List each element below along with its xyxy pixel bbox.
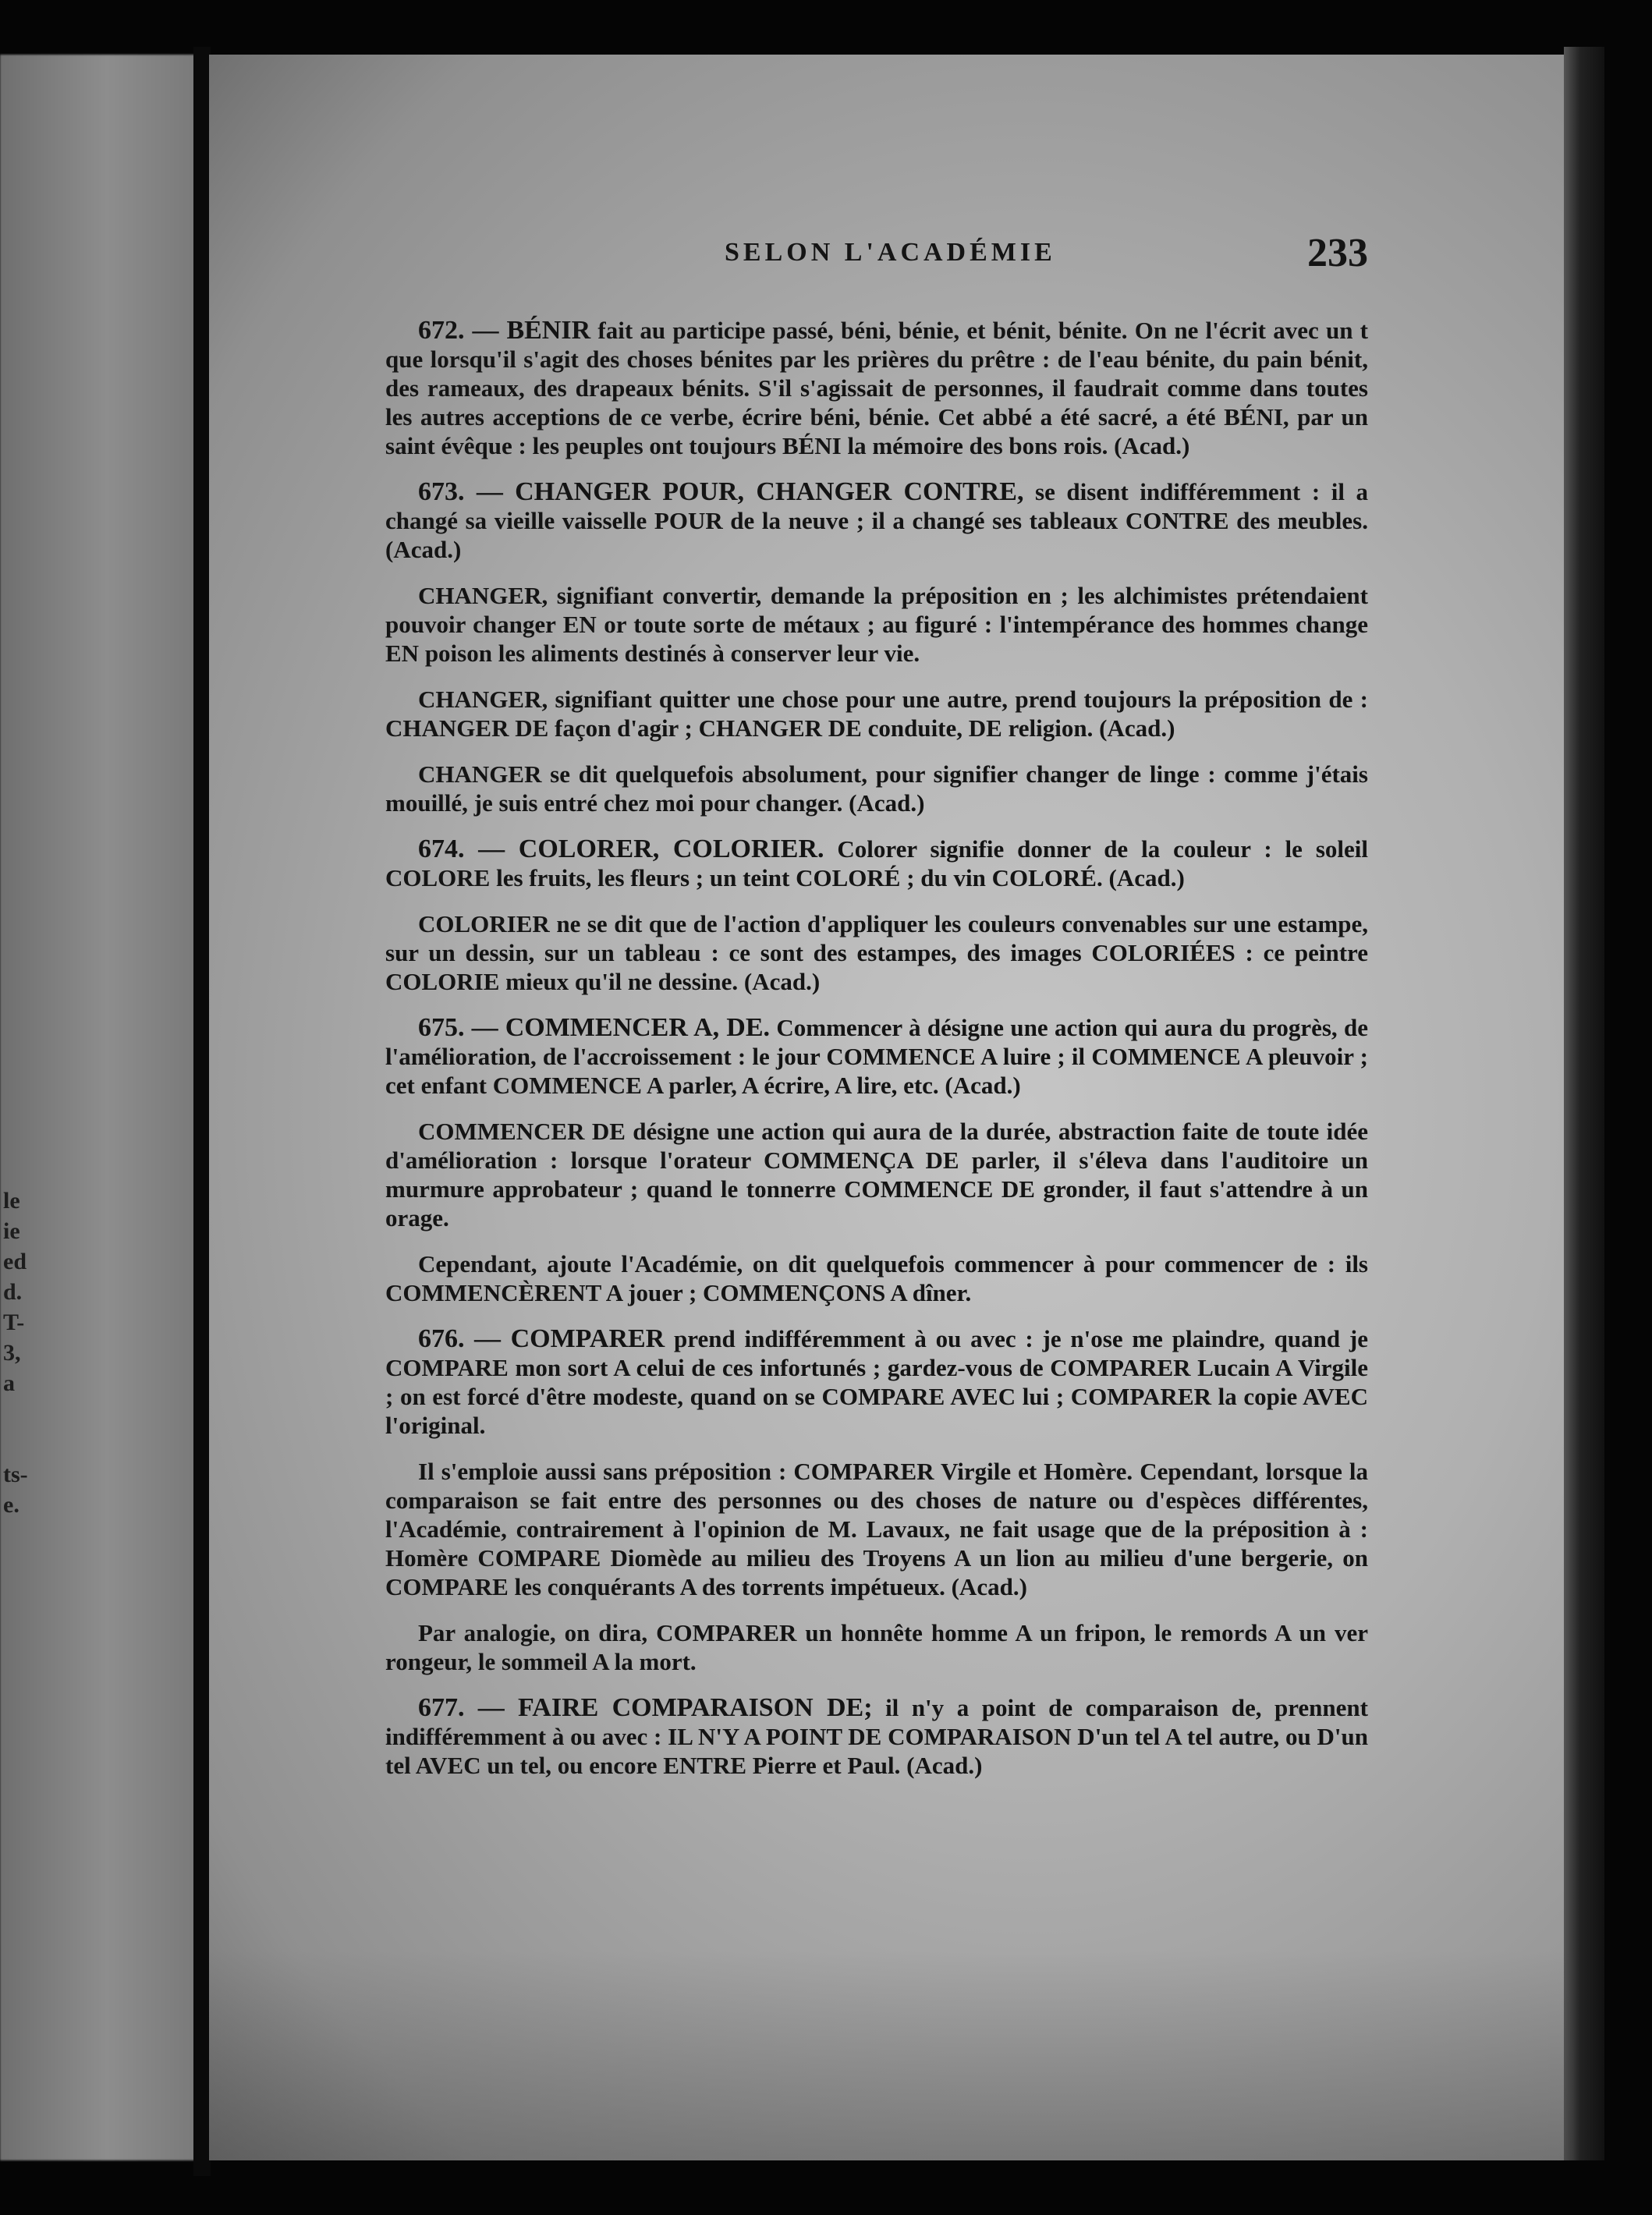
paragraph-text: prend indifféremment à ou avec : je n'ose me plaindre, quand je COMPARE mon sort A celui de ces infortunés ; gardez-vous de COMPARER Lucain A Virgile ; on est forcé d'être modeste, quand on se COMPARE AVEC lui ; COMPARER la copie AVEC l'original. <box>385 1325 1368 1439</box>
book-gutter <box>193 47 211 2176</box>
entry-heading: 672. — BÉNIR <box>418 316 591 345</box>
running-head-title: SELON L'ACADÉMIE <box>725 238 1056 267</box>
entry-heading: CHANGER, <box>418 686 548 713</box>
paragraph-text: Il s'emploie aussi sans préposition : COMPARER Virgile et Homère. Cependant, lorsque la comparaison se fait entre des personnes ou des choses de nature ou d'espèces différentes, l'Académie, contrairement à l'opinion de M. Lavaux, ne fait usage que de la préposition à : Homère COMPARE Diomède au milieu des Troyens A un lion au milieu d'une bergerie, on COMPARE les conquérants A des torrents impétueux. (Acad.) <box>385 1458 1368 1600</box>
paragraph-sans-preposition <box>385 1457 1368 1601</box>
paragraph-675 <box>385 1013 1368 1100</box>
entry-heading: COMMENCER DE <box>418 1118 626 1145</box>
paragraph-673 <box>385 477 1368 564</box>
paragraph-text: signifiant convertir, demande la préposition en ; les alchimistes prétendaient pouvoir changer EN or toute sorte de métaux ; au figuré : l'intempérance des hommes change EN poison les aliments destinés à conserver leur vie. <box>385 582 1368 667</box>
page-text <box>385 230 1368 1797</box>
paragraph-text: ne se dit que de l'action d'appliquer les couleurs convenables sur une estampe, sur un dessin, sur un tableau : ce sont des estampes, des images COLORIÉES : ce peintre COLORIE mieux qu'il ne dessine. (Acad.) <box>385 910 1368 995</box>
paragraph-text: Commencer à désigne une action qui aura du progrès, de l'amélioration, de l'accroissement : le jour COMMENCE A luire ; il COMMENCE A pleuvoir ; cet enfant COMMENCE A parler, A écrire, A lire, etc. (Acad.) <box>385 1014 1369 1099</box>
left-page-text-fragments: le ie ed d. T- 3, a ts- e. <box>3 1188 28 1518</box>
paragraph-text: il n'y a point de comparaison de, prennent indifféremment à ou avec : IL N'Y A POINT DE COMPARAISON D'un tel A tel autre, ou D'un tel AVEC un tel, ou encore ENTRE Pierre et Paul. (Acad.) <box>385 1694 1368 1779</box>
entry-heading: COLORIER <box>418 910 550 937</box>
paragraph-677 <box>385 1693 1368 1780</box>
entry-heading: 674. — COLORER, COLORIER. <box>418 835 824 863</box>
paragraph-text: Colorer signifie donner de la couleur : le soleil COLORE les fruits, les fleurs ; un teint COLORÉ ; du vin COLORÉ. (Acad.) <box>385 835 1368 891</box>
entry-heading: 676. — COMPARER <box>418 1324 665 1353</box>
paragraph-colorier <box>385 909 1368 996</box>
paragraph-676 <box>385 1324 1368 1440</box>
entry-heading: CHANGER <box>418 760 542 788</box>
left-page-edge <box>0 55 195 2160</box>
paragraph-par-analogie <box>385 1618 1368 1676</box>
paragraph-commencer-de <box>385 1117 1368 1232</box>
paragraph-cependant <box>385 1249 1368 1307</box>
page-number: 233 <box>1307 231 1368 275</box>
page-shadow <box>209 1950 1574 2160</box>
paragraph-674 <box>385 835 1368 892</box>
paragraph-text: Par analogie, on dira, COMPARER un honnête homme A un fripon, le remords A un ver rongeur, le sommeil A la mort. <box>385 1619 1368 1675</box>
paragraph-text: se disent indifféremment : il a changé sa vieille vaisselle POUR de la neuve ; il a changé ses tableaux CONTRE des meubles. (Acad.) <box>385 478 1369 563</box>
paragraph-text: Cependant, ajoute l'Académie, on dit quelquefois commencer à pour commencer de : ils COMMENCÈRENT A jouer ; COMMENÇONS A dîner. <box>385 1250 1368 1306</box>
paragraph-text: signifiant quitter une chose pour une autre, prend toujours la préposition de : CHANGER DE façon d'agir ; CHANGER DE conduite, DE religion. (Acad.) <box>385 686 1368 742</box>
paragraph-changer-absolument <box>385 760 1368 817</box>
page-stack-edge <box>1564 47 1604 2160</box>
entry-heading: 673. — CHANGER POUR, CHANGER CONTRE, <box>418 477 1024 506</box>
entry-heading: CHANGER, <box>418 582 548 609</box>
paragraph-changer-quitter <box>385 685 1368 742</box>
entry-heading: 677. — FAIRE COMPARAISON DE; <box>418 1693 873 1722</box>
paragraph-text: désigne une action qui aura de la durée, abstraction faite de toute idée d'amélioration : lorsque l'orateur COMMENÇA DE parler, il s'éleva dans l'auditoire un murmure approbateur ; quand le tonnerre COMMENCE DE gronder, il faut s'attendre à un orage. <box>385 1118 1368 1232</box>
paragraph-changer-convertir <box>385 581 1368 668</box>
entry-heading: 675. — COMMENCER A, DE. <box>418 1013 771 1042</box>
running-head <box>385 230 1368 285</box>
paragraph-672 <box>385 316 1368 460</box>
paragraph-text: fait au participe passé, béni, bénie, et bénit, bénite. On ne l'écrit avec un t que lorsqu'il s'agit des choses bénites par les prières du prêtre : de l'eau bénite, du pain bénit, des rameaux, des drapeaux bénits. S'il s'agissait de personnes, il faudrait comme dans toutes les autres acceptions de ce verbe, écrire béni, bénie. Cet abbé a été sacré, a été BÉNI, par un saint évêque : les peuples ont toujours BÉNI la mémoire des bons rois. (Acad.) <box>385 317 1368 459</box>
paragraph-text: se dit quelquefois absolument, pour signifier changer de linge : comme j'étais mouillé, je suis entré chez moi pour changer. (Acad.) <box>385 760 1368 817</box>
